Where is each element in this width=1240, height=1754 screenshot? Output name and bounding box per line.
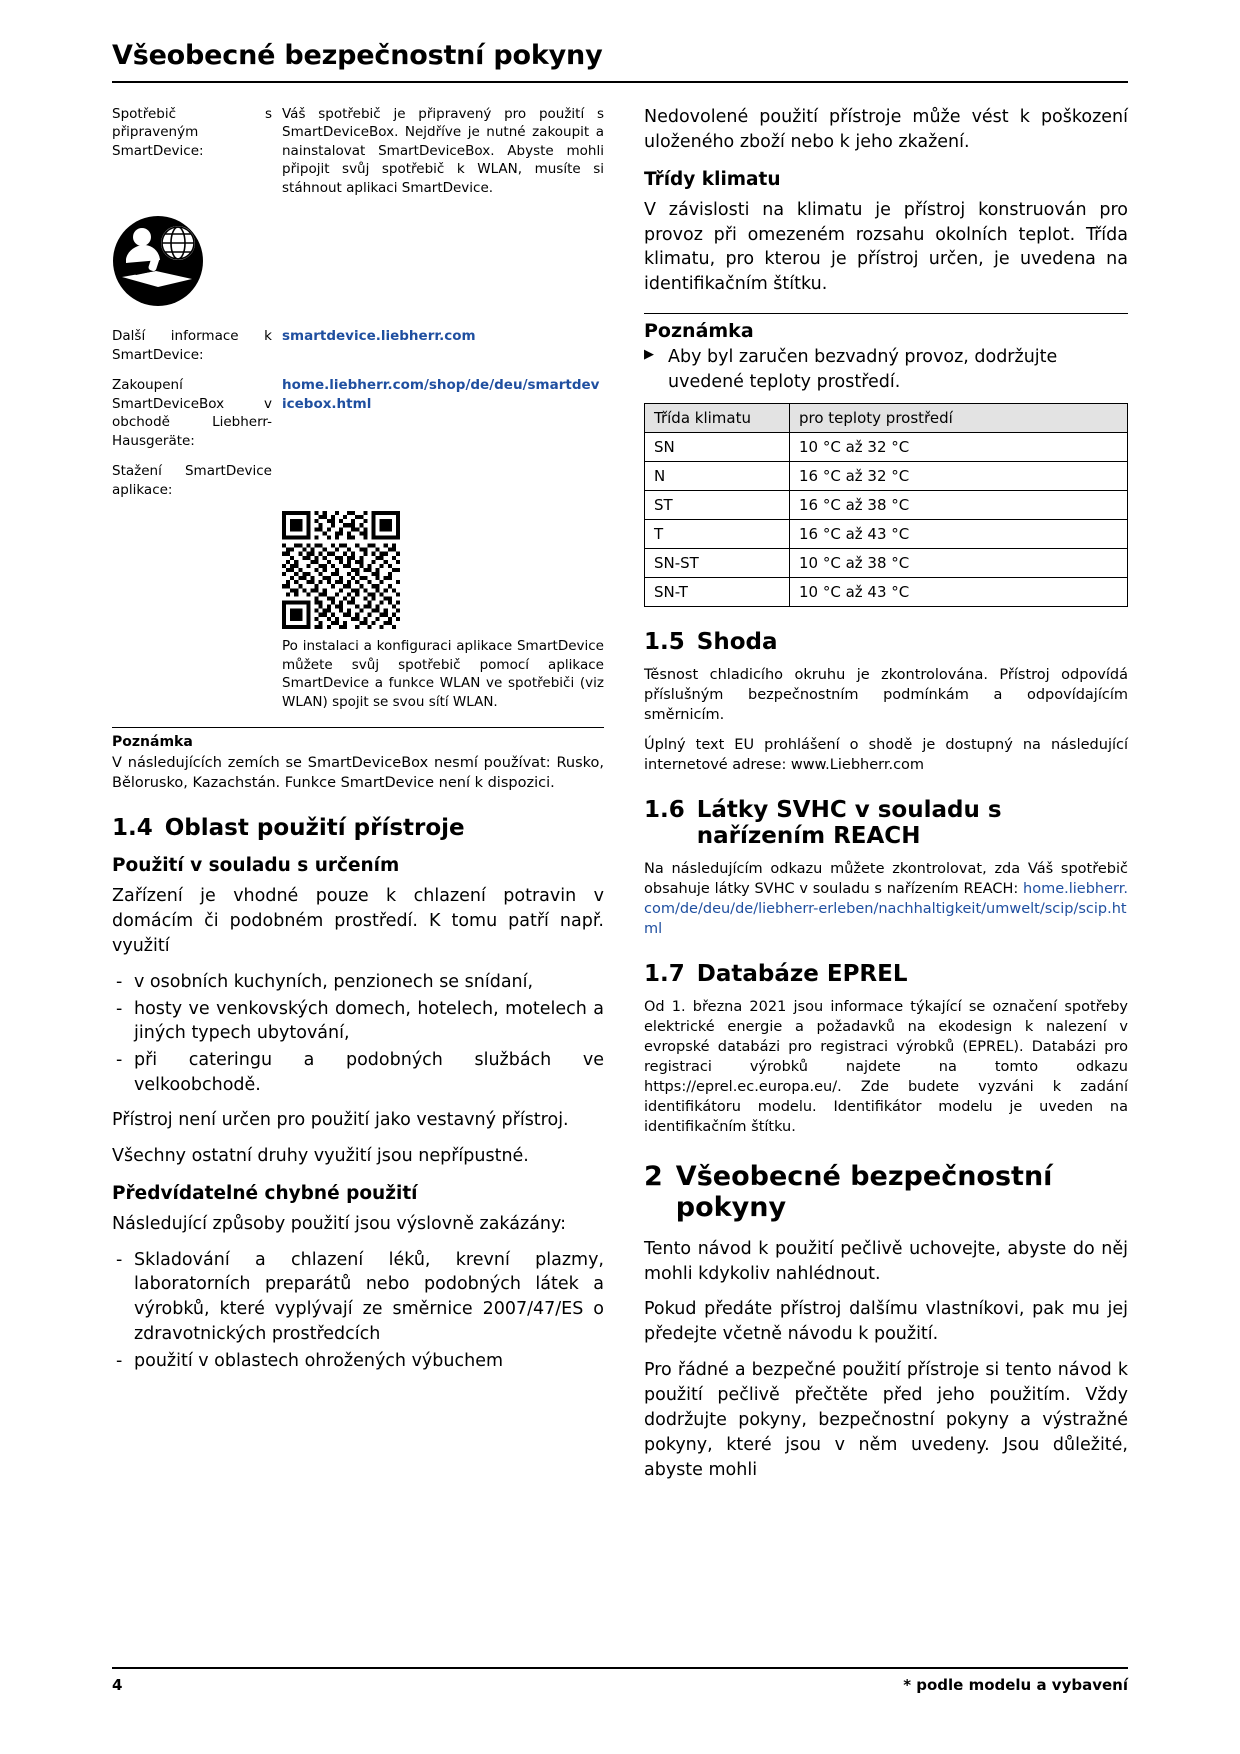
table-row <box>645 432 1128 461</box>
heading-1-4-number: 1.4 <box>112 815 153 842</box>
smartdevice-ready-text: Váš spotřebič je připravený pro použití s SmartDeviceBox. Nejdříve je nutné zakoupit a nainstalovat SmartDeviceBox. Abyste mohli připojit svůj spotřebič k WLAN, musíte si stáhnout aplikaci SmartDevice. <box>282 106 604 196</box>
eprel-paragraph: Od 1. března 2021 jsou informace týkající se označení spotřeby elektrické energie a požadavků na ekodesign k nalezení v evropské databázi pro registraci výrobků (EPREL). Databázi pro registraci výrobků najdete na tomto odkazu https://eprel.ec.europa.eu/. Zde budete vyzváni k zadání identifikátoru modelu. Identifikátor modelu je uveden na identifikačním štítku. <box>644 998 1128 1135</box>
smartdevice-info-icon <box>112 215 604 307</box>
note-divider-right <box>644 313 1128 314</box>
qr-code <box>282 511 604 629</box>
misuse-list <box>112 1248 604 1374</box>
list-item: - v osobních kuchyních, penzionech se snídaní, <box>112 970 604 995</box>
more-info-row <box>112 327 604 364</box>
reach-link[interactable]: home.liebherr.com/de/deu/de/liebherr-erleben/nachhaltigkeit/umwelt/scip/scip.html <box>644 880 1128 937</box>
cell-temp: 10 °C až 32 °C <box>790 432 1128 461</box>
not-built-in-paragraph: Přístroj není určen pro použití jako vestavný přístroj. <box>112 1109 569 1130</box>
cell-class: N <box>645 461 790 490</box>
cell-temp: 16 °C až 38 °C <box>790 490 1128 519</box>
smartdevice-ready-label: Spotřebič s připraveným SmartDevice: <box>112 106 272 159</box>
list-item: - hosty ve venkovských domech, hotelech, motelech a jiných typech ubytování, <box>112 997 604 1047</box>
improper-use-paragraph: Nedovolené použití přístroje může vést k poškození uloženého zboží nebo k jeho zkažení. <box>644 107 1128 152</box>
cell-class: SN-T <box>645 577 790 606</box>
cell-temp: 10 °C až 38 °C <box>790 548 1128 577</box>
cell-class: SN-ST <box>645 548 790 577</box>
conformity-paragraph-1: Těsnost chladicího okruhu je zkontrolována. Přístroj odpovídá příslušným bezpečnostním podmínkám a odpovídajícím směrnicím. <box>644 666 1128 723</box>
two-column-body <box>112 105 1128 1493</box>
heading-1-6-title: Látky SVHC v souladu s nařízením REACH <box>696 796 1002 849</box>
intended-use-paragraph: Zařízení je vhodné pouze k chlazení potravin v domácím či podobném prostředí. K tomu patří např. využití <box>112 886 604 956</box>
heading-2-title: Všeobecné bezpečnostní pokyny <box>675 1160 1053 1223</box>
page-number: 4 <box>112 1676 123 1694</box>
table-row <box>645 548 1128 577</box>
climate-paragraph: V závislosti na klimatu je přístroj konstruován pro provoz při omezeném rozsahu okolních teplot. Třída klimatu, pro kterou je přístroj určen, je uvedena na identifikačním štítku. <box>644 199 1128 295</box>
conformity-paragraph-2: Úplný text EU prohlášení o shodě je dostupný na následující internetové adrese: www.Liebherr.com <box>644 736 1128 773</box>
subheading-climate-classes: Třídy klimatu <box>644 168 781 190</box>
table-row <box>645 577 1128 606</box>
subheading-misuse: Předvídatelné chybné použití <box>112 1182 418 1204</box>
list-item: - použití v oblastech ohrožených výbuchem <box>112 1349 604 1374</box>
page-title: Všeobecné bezpečnostní pokyny <box>112 40 603 71</box>
reach-paragraph <box>644 859 1128 939</box>
table-row <box>645 461 1128 490</box>
note-title: Poznámka <box>112 734 193 751</box>
cell-temp: 16 °C až 32 °C <box>790 461 1128 490</box>
heading-1-5 <box>644 629 1128 655</box>
qr-caption: Po instalaci a konfiguraci aplikace SmartDevice můžete svůj spotřebič pomocí aplikace SmartDevice a funkce WLAN ve spotřebiči (viz WLAN) spojit se svou sítí WLAN. <box>282 638 604 710</box>
note-divider <box>112 727 604 728</box>
footer-divider <box>112 1667 1128 1669</box>
cell-class: T <box>645 519 790 548</box>
table-header-climate-class: Třída klimatu <box>645 403 790 432</box>
list-item: - při cateringu a podobných službách ve velkoobchodě. <box>112 1048 604 1098</box>
subheading-intended-use: Použití v souladu s určením <box>112 855 400 877</box>
purchase-row <box>112 376 604 450</box>
heading-1-5-number: 1.5 <box>644 628 685 655</box>
download-label: Stažení SmartDevice aplikace: <box>112 463 272 498</box>
page-footer <box>112 1667 1128 1694</box>
cell-class: ST <box>645 490 790 519</box>
heading-1-7 <box>644 961 1128 987</box>
smartdevice-ready-row <box>112 105 604 197</box>
reach-text: Na následujícím odkazu můžete zkontrolovat, zda Váš spotřebič obsahuje látky SVHC v souladu s nařízením REACH: <box>644 860 1128 897</box>
heading-1-6-number: 1.6 <box>644 796 685 823</box>
more-info-label: Další informace k SmartDevice: <box>112 328 272 363</box>
misuse-paragraph: Následující způsoby použití jsou výslovně zakázány: <box>112 1213 566 1234</box>
heading-2 <box>644 1161 1128 1223</box>
heading-1-7-title: Databáze EPREL <box>696 960 908 987</box>
note-bullet-right: ▶ Aby byl zaručen bezvadný provoz, dodržujte uvedené teploty prostředí. <box>644 345 1128 395</box>
cell-temp: 16 °C až 43 °C <box>790 519 1128 548</box>
heading-1-4 <box>112 815 604 841</box>
heading-1-7-number: 1.7 <box>644 960 685 987</box>
table-row <box>645 519 1128 548</box>
note-title-right: Poznámka <box>644 320 754 343</box>
heading-1-5-title: Shoda <box>696 628 778 655</box>
purchase-label: Zakoupení SmartDeviceBox v obchodě Liebherr-Hausgeräte: <box>112 377 272 449</box>
left-column <box>112 105 604 1384</box>
header-divider <box>112 81 1128 83</box>
list-item: - Skladování a chlazení léků, krevní plazmy, laboratorních preparátů nebo podobných látek a výrobků, které vyplývají ze směrnice 2007/47/ES o zdravotnických prostředcích <box>112 1248 604 1347</box>
right-column <box>644 105 1128 1493</box>
heading-1-6 <box>644 797 1128 849</box>
heading-1-4-title: Oblast použití přístroje <box>164 815 465 842</box>
heading-2-number: 2 <box>644 1160 663 1192</box>
smartdevicebox-shop-link[interactable]: home.liebherr.com/shop/de/deu/smartdevicebox.html <box>282 377 600 412</box>
cell-temp: 10 °C až 43 °C <box>790 577 1128 606</box>
table-header-row <box>645 403 1128 432</box>
safety-paragraph-3: Pro řádné a bezpečné použití přístroje si tento návod k použití pečlivě přečtěte před jeho použitím. Vždy dodržujte pokyny, bezpečnostní pokyny a výstražné pokyny, které jsou v něm uvedeny. Jsou důležité, abyste mohli <box>644 1360 1128 1480</box>
table-row <box>645 490 1128 519</box>
climate-class-table <box>644 403 1128 607</box>
cell-class: SN <box>645 432 790 461</box>
table-header-temperatures: pro teploty prostředí <box>790 403 1128 432</box>
note-text: V následujících zemích se SmartDeviceBox nesmí používat: Rusko, Bělorusko, Kazachstán. Funkce SmartDevice není k dispozici. <box>112 755 604 792</box>
safety-paragraph-1: Tento návod k použití pečlivě uchovejte, abyste do něj mohli kdykoliv nahlédnout. <box>644 1238 1128 1284</box>
safety-paragraph-2: Pokud předáte přístroj dalšímu vlastníkovi, pak mu jej předejte včetně návodu k použití. <box>644 1299 1128 1345</box>
smartdevice-link[interactable]: smartdevice.liebherr.com <box>282 328 476 345</box>
footer-note: * podle modelu a vybavení <box>903 1676 1128 1694</box>
other-uses-paragraph: Všechny ostatní druhy využití jsou nepřípustné. <box>112 1145 529 1166</box>
intended-use-list <box>112 970 604 1098</box>
download-row <box>112 462 604 499</box>
